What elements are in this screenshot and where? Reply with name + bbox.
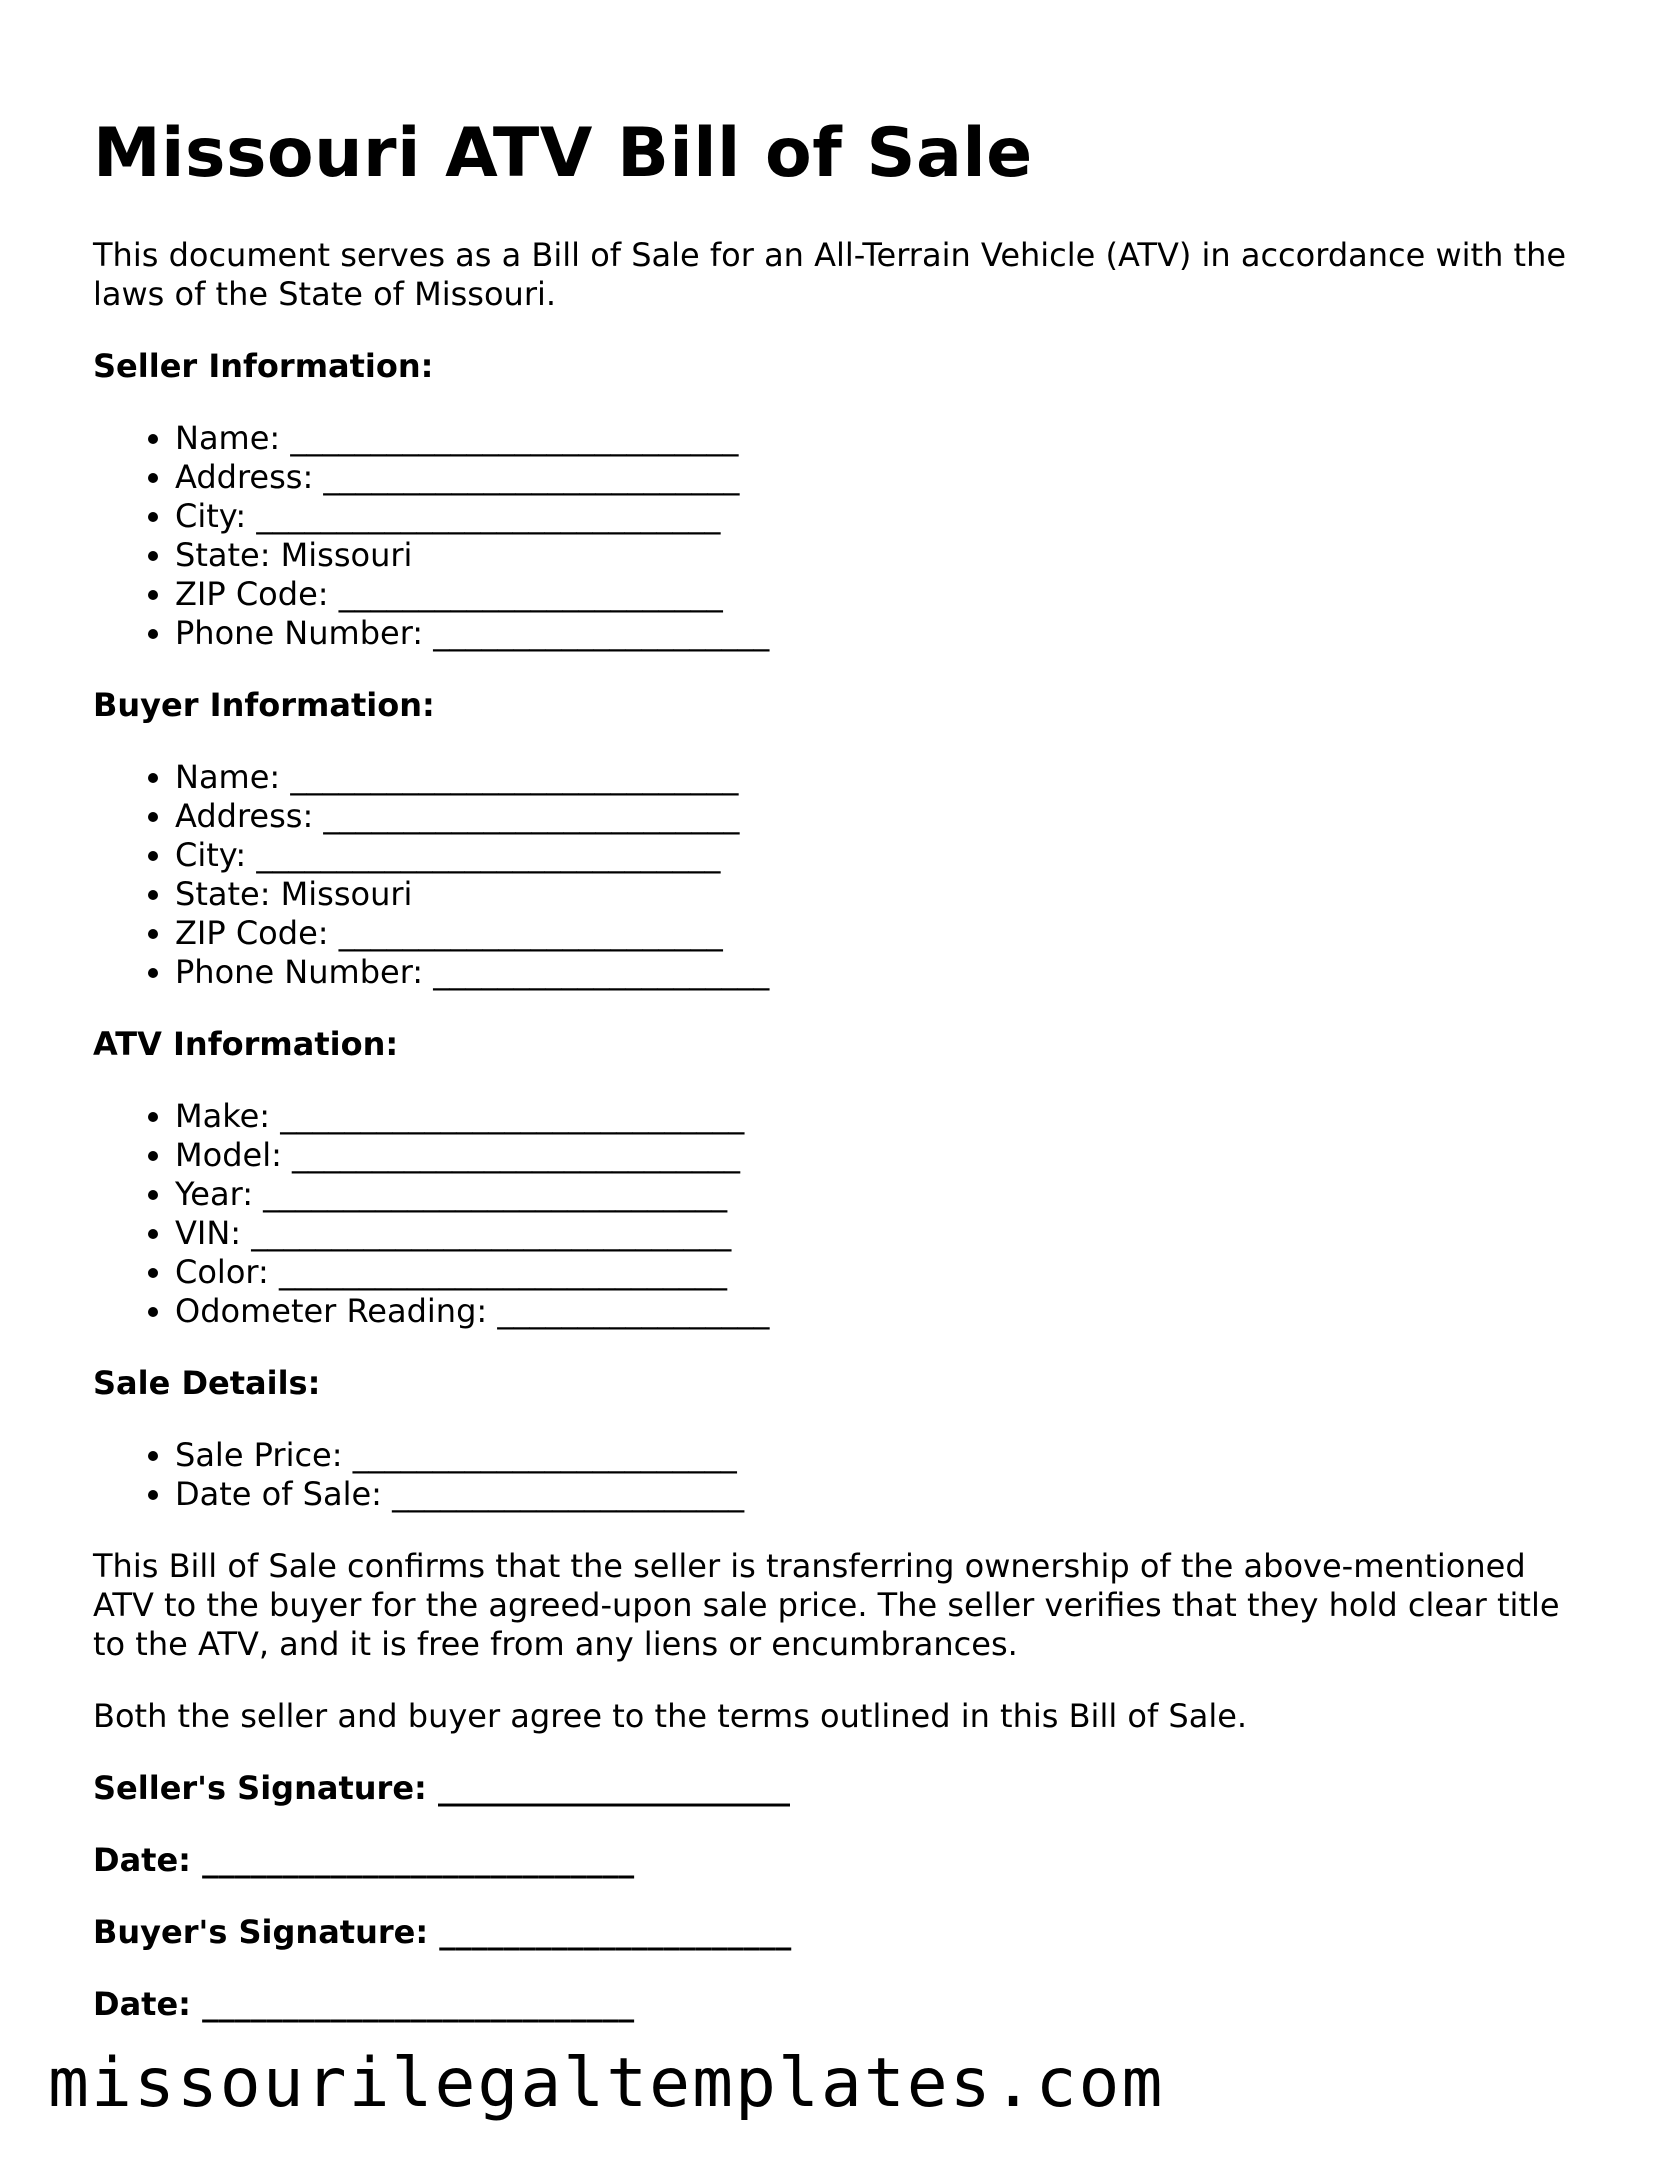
seller-info-list [93,419,1593,653]
seller-address-field: • Address: __________________________ [175,458,1593,497]
buyer-date-line: Date: ___________________________ [93,1985,635,2024]
seller-date-line: Date: ___________________________ [93,1841,635,1880]
buyer-signature-line: Buyer's Signature: ______________________ [93,1913,792,1952]
atv-odometer-field: • Odometer Reading: _________________ [175,1292,1593,1331]
buyer-city-field: • City: _____________________________ [175,836,1593,875]
sale-date-field: • Date of Sale: ______________________ [175,1475,1593,1514]
buyer-info-list [93,758,1593,992]
document-page [93,110,1593,2024]
seller-city-field: • City: _____________________________ [175,497,1593,536]
sale-details-list [93,1436,1593,1514]
document-title: Missouri ATV Bill of Sale [93,114,1033,193]
intro-paragraph: This document serves as a Bill of Sale for an All-Terrain Vehicle (ATV) in accordance with the laws of the State of Missouri. [93,236,1567,314]
atv-color-field: • Color: ____________________________ [175,1253,1593,1292]
seller-state-field: • State: Missouri [175,536,1593,575]
atv-model-field: • Model: ____________________________ [175,1136,1593,1175]
buyer-phone-field: • Phone Number: _____________________ [175,953,1593,992]
atv-make-field: • Make: _____________________________ [175,1097,1593,1136]
atv-vin-field: • VIN: ______________________________ [175,1214,1593,1253]
atv-year-field: • Year: _____________________________ [175,1175,1593,1214]
atv-info-heading: ATV Information: [93,1025,399,1064]
seller-phone-field: • Phone Number: _____________________ [175,614,1593,653]
confirmation-paragraph: This Bill of Sale confirms that the seller is transferring ownership of the above-mentioned ATV to the buyer for the agreed-upon sale price. The seller verifies that they hold clear title to the ATV, and it is free from any liens or encumbrances. [93,1547,1560,1664]
agreement-paragraph: Both the seller and buyer agree to the terms outlined in this Bill of Sale. [93,1697,1248,1736]
sale-details-heading: Sale Details: [93,1364,321,1403]
atv-info-list [93,1097,1593,1331]
seller-info-heading: Seller Information: [93,347,434,386]
buyer-address-field: • Address: __________________________ [175,797,1593,836]
site-watermark: missourilegaltemplates.com [48,2044,1165,2123]
seller-name-field: • Name: ____________________________ [175,419,1593,458]
seller-zip-field: • ZIP Code: ________________________ [175,575,1593,614]
seller-signature-line: Seller's Signature: ______________________ [93,1769,790,1808]
buyer-zip-field: • ZIP Code: ________________________ [175,914,1593,953]
buyer-info-heading: Buyer Information: [93,686,435,725]
buyer-state-field: • State: Missouri [175,875,1593,914]
buyer-name-field: • Name: ____________________________ [175,758,1593,797]
sale-price-field: • Sale Price: ________________________ [175,1436,1593,1475]
